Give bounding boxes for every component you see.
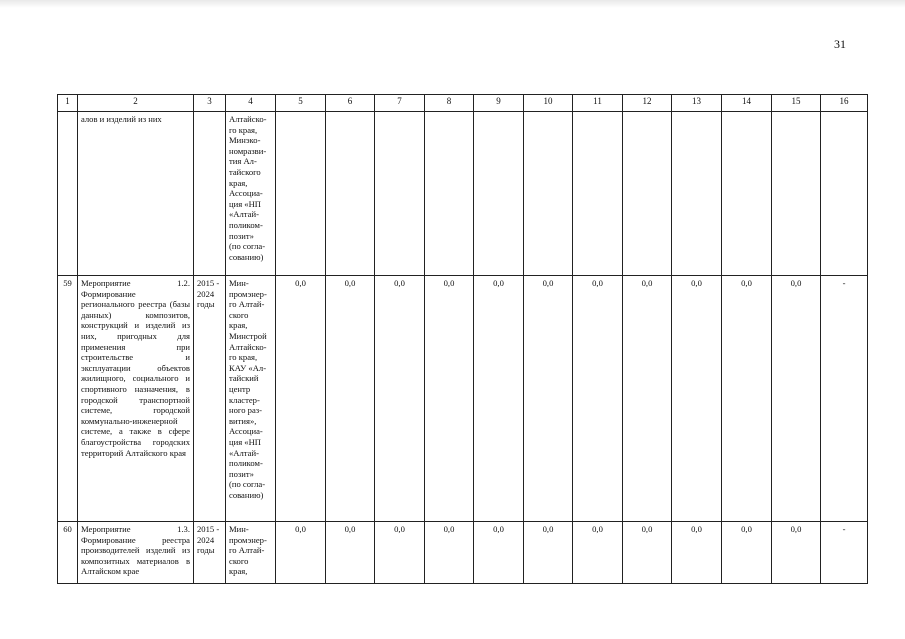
empty-cell bbox=[425, 112, 474, 276]
value-cell: 0,0 bbox=[623, 522, 672, 584]
period bbox=[194, 112, 226, 276]
header-cell: 3 bbox=[194, 95, 226, 112]
header-cell: 5 bbox=[276, 95, 326, 112]
header-cell: 13 bbox=[672, 95, 722, 112]
header-cell: 1 bbox=[58, 95, 78, 112]
header-row bbox=[58, 95, 868, 112]
value-cell: 0,0 bbox=[672, 522, 722, 584]
executor: Мин- промэнер- го Алтай- ского края, Минстрой Алтайско- го края, КАУ «Ал- тайский центр кластер- ного раз- вития», Ассоциа- ция «НП «Алтай- поликом- позит» (по согла- сованию) bbox=[226, 276, 276, 522]
header-cell: 15 bbox=[772, 95, 821, 112]
empty-cell bbox=[375, 112, 425, 276]
dash-cell: - bbox=[821, 276, 868, 522]
period: 2015 - 2024 годы bbox=[194, 522, 226, 584]
value-cell: 0,0 bbox=[623, 276, 672, 522]
table-row bbox=[58, 276, 868, 522]
value-cell: 0,0 bbox=[524, 276, 573, 522]
value-cell: 0,0 bbox=[772, 522, 821, 584]
empty-cell bbox=[772, 112, 821, 276]
header-cell: 14 bbox=[722, 95, 772, 112]
empty-cell bbox=[474, 112, 524, 276]
empty-cell bbox=[722, 112, 772, 276]
value-cell: 0,0 bbox=[375, 276, 425, 522]
value-cell: 0,0 bbox=[722, 276, 772, 522]
empty-cell bbox=[821, 112, 868, 276]
header-cell: 10 bbox=[524, 95, 573, 112]
measure-title: Мероприятие 1.2. Формирование регионального реестра (базы данных) композитов, конструкций и изделий из них, пригодных для применения при строительстве и эксплуатации объектов жилищного, социального и спортивного назначения, в городской транспортной системе, городской коммунально-инженерной системе, а также в сфере благоустройства городских территорий Алтайского края bbox=[78, 276, 194, 522]
value-cell: 0,0 bbox=[425, 276, 474, 522]
empty-cell bbox=[573, 112, 623, 276]
value-cell: 0,0 bbox=[425, 522, 474, 584]
header-cell: 11 bbox=[573, 95, 623, 112]
empty-cell bbox=[326, 112, 375, 276]
row-number: 60 bbox=[58, 522, 78, 584]
executor: Мин- промэнер- го Алтай- ского края, bbox=[226, 522, 276, 584]
value-cell: 0,0 bbox=[524, 522, 573, 584]
table-row bbox=[58, 522, 868, 584]
header-cell: 16 bbox=[821, 95, 868, 112]
empty-cell bbox=[623, 112, 672, 276]
value-cell: 0,0 bbox=[326, 276, 375, 522]
value-cell: 0,0 bbox=[276, 522, 326, 584]
header-cell: 4 bbox=[226, 95, 276, 112]
header-cell: 9 bbox=[474, 95, 524, 112]
header-cell: 8 bbox=[425, 95, 474, 112]
value-cell: 0,0 bbox=[474, 522, 524, 584]
empty-cell bbox=[672, 112, 722, 276]
row-number: 59 bbox=[58, 276, 78, 522]
value-cell: 0,0 bbox=[276, 276, 326, 522]
measure-title: алов и изделий из них bbox=[78, 112, 194, 276]
header-cell: 7 bbox=[375, 95, 425, 112]
executor: Алтайско- го края, Минэко- номразви- тия Ал- тайского края, Ассоциа- ция «НП «Алтай- поликом- позит» (по согла- сованию) bbox=[226, 112, 276, 276]
value-cell: 0,0 bbox=[672, 276, 722, 522]
header-cell: 12 bbox=[623, 95, 672, 112]
empty-cell bbox=[524, 112, 573, 276]
period: 2015 - 2024 годы bbox=[194, 276, 226, 522]
header-cell: 6 bbox=[326, 95, 375, 112]
value-cell: 0,0 bbox=[573, 276, 623, 522]
header-cell: 2 bbox=[78, 95, 194, 112]
value-cell: 0,0 bbox=[326, 522, 375, 584]
value-cell: 0,0 bbox=[722, 522, 772, 584]
scan-edge bbox=[0, 0, 905, 8]
measure-title: Мероприятие 1.3. Формирование реестра производителей изделий из композитных материалов в Алтайском крае bbox=[78, 522, 194, 584]
dash-cell: - bbox=[821, 522, 868, 584]
value-cell: 0,0 bbox=[474, 276, 524, 522]
value-cell: 0,0 bbox=[573, 522, 623, 584]
row-number bbox=[58, 112, 78, 276]
value-cell: 0,0 bbox=[375, 522, 425, 584]
table-row-continuation bbox=[58, 112, 868, 276]
value-cell: 0,0 bbox=[772, 276, 821, 522]
page-number: 31 bbox=[834, 37, 846, 51]
empty-cell bbox=[276, 112, 326, 276]
program-table bbox=[57, 94, 868, 584]
